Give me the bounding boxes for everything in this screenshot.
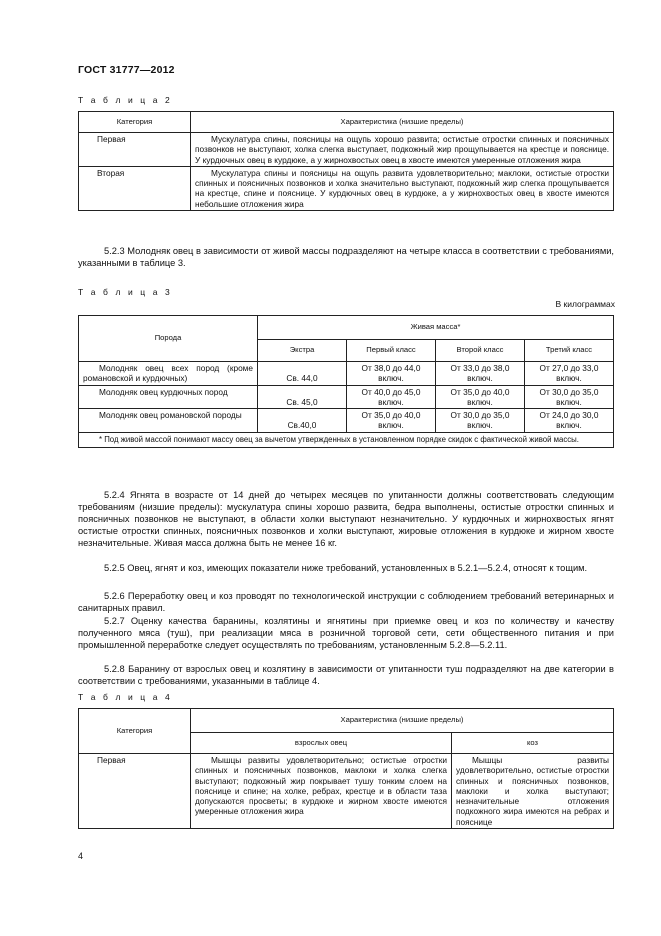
paragraph-5-2-4: 5.2.4 Ягнята в возрасте от 14 дней до четырех месяцев по упитанности должны соответствовать следующим требованиям (низшие пределы): мускулатура спины хорошо развита, бедра выполнены, остистые отростки спинных и поясничных позвонков не выступают, в области холки выступают незначительно. У курдючных и жирнохвостых ягнят остистые отростки спинных, поясничных позвонков и холки выступают, жировые отложения в курдюке и жирном хвосте незначительные. Живая масса должна быть не менее 16 кг. — [78, 490, 614, 548]
table-row — [79, 385, 614, 409]
table-4-header-characteristic: Характеристика (низшие пределы) — [191, 709, 614, 733]
table-4-header-goat: коз — [452, 733, 614, 754]
paragraph-5-2-3: 5.2.3 Молодняк овец в зависимости от живой массы подразделяют на четыре класса в соответствии с требованиями, указанными в таблице 3. — [78, 246, 614, 268]
table-4 — [78, 708, 614, 829]
table-row — [79, 166, 614, 210]
paragraph-5-2-8: 5.2.8 Баранину от взрослых овец и козлятину в зависимости от упитанности туш подразделяют на две категории в соответствии с требованиями, указанными в таблице 4. — [78, 664, 614, 686]
document-code: ГОСТ 31777—2012 — [78, 64, 175, 76]
table-2-characteristic: Мускулатура спины, поясницы на ощупь хорошо развита; остистые отростки спинных и поясничных позвонков не выступают, холка слегка выступает, подкожный жир прощупывается на крестце и пояснице. У курдючных овец в курдюке, а у жирнохвостых овец в хвосте имеются умеренные отложения жира — [191, 133, 614, 167]
table-3-extra: Св. 45,0 — [258, 385, 347, 409]
table-4-goat: Мышцы развиты удовлетворительно, остистые отростки спинных и поясничных позвонков, маклоки и холка выступают; незначительные отложения подкожного жира имеются на ребрах и пояснице — [452, 754, 614, 829]
table-4-header-category: Категория — [79, 709, 191, 754]
table-3-breed: Молодняк овец всех пород (кроме романовской и курдючных) — [79, 362, 258, 386]
table-4-caption: Т а б л и ц а 4 — [78, 692, 173, 702]
table-row — [79, 409, 614, 433]
table-3-caption: Т а б л и ц а 3 — [78, 287, 173, 297]
table-3-header-breed: Порода — [79, 316, 258, 362]
table-2 — [78, 111, 614, 211]
table-3-class3: От 30,0 до 35,0 включ. — [525, 385, 614, 409]
paragraph-5-2-6: 5.2.6 Переработку овец и коз проводят по технологической инструкции с соблюдением требований ветеринарных и санитарных правил. — [78, 591, 614, 613]
table-2-header-characteristic: Характеристика (низшие пределы) — [191, 112, 614, 133]
paragraph-5-2-7: 5.2.7 Оценку качества баранины, козлятины и ягнятины при приемке овец и коз по количеству и качеству полученного мяса (туш), при реализации мяса в розничной торговой сети, сети общественного питания и при промышленной переработке следует осуществлять по требованиям, установленным 5.2.8—5.2.11. — [78, 616, 614, 650]
table-3-class1: От 40,0 до 45,0 включ. — [347, 385, 436, 409]
table-3-header-class3: Третий класс — [525, 340, 614, 362]
table-3-class1: От 38,0 до 44,0 включ. — [347, 362, 436, 386]
table-3-header-mass: Живая масса* — [258, 316, 614, 340]
paragraph-5-2-5: 5.2.5 Овец, ягнят и коз, имеющих показатели ниже требований, установленных в 5.2.1—5.2.4, относят к тощим. — [104, 563, 588, 573]
table-3-units: В килограммах — [555, 299, 615, 309]
table-3-class3: От 24,0 до 30,0 включ. — [525, 409, 614, 433]
table-3-extra: Св.40,0 — [258, 409, 347, 433]
table-4-category: Первая — [79, 754, 191, 829]
table-row — [79, 362, 614, 386]
table-2-characteristic: Мускулатура спины и поясницы на ощупь развита удовлетворительно; маклоки, остистые отростки спинных и поясничных позвонков и холка значительно выступают, подкожный жир слегка прощупывается на крестце, спине и пояснице. У курдючных овец в курдюке, а у жирнохвостых овец в хвосте имеются небольшие отложения жира — [191, 166, 614, 210]
table-3-extra: Св. 44,0 — [258, 362, 347, 386]
table-3-class2: От 35,0 до 40,0 включ. — [436, 385, 525, 409]
table-3-class3: От 27,0 до 33,0 включ. — [525, 362, 614, 386]
table-3-breed: Молодняк овец романовской породы — [79, 409, 258, 433]
table-3-footnote: * Под живой массой понимают массу овец за вычетом утвержденных в установленном порядке скидок с фактической живой массы. — [79, 432, 614, 447]
table-3-class1: От 35,0 до 40,0 включ. — [347, 409, 436, 433]
table-2-category: Вторая — [79, 166, 191, 210]
table-3-class2: От 33,0 до 38,0 включ. — [436, 362, 525, 386]
table-2-caption: Т а б л и ц а 2 — [78, 95, 173, 105]
table-3-header-class2: Второй класс — [436, 340, 525, 362]
table-4-sheep: Мышцы развиты удовлетворительно; остистые отростки спинных и поясничных позвонков, маклоки и холка слегка выступают; подкожный жир покрывает тушу тонким слоем на пояснице и спине; на холке, ребрах, крестце и в области таза допускаются просветы; в курдюке и жирном хвосте имеются умеренные отложения жира — [191, 754, 452, 829]
page-number: 4 — [78, 851, 84, 861]
table-2-category: Первая — [79, 133, 191, 167]
table-row — [79, 754, 614, 829]
table-row — [79, 133, 614, 167]
table-3-class2: От 30,0 до 35,0 включ. — [436, 409, 525, 433]
table-2-header-category: Категория — [79, 112, 191, 133]
table-3 — [78, 315, 614, 448]
table-3-header-extra: Экстра — [258, 340, 347, 362]
table-3-breed: Молодняк овец курдючных пород — [79, 385, 258, 409]
table-4-header-sheep: взрослых овец — [191, 733, 452, 754]
table-3-header-class1: Первый класс — [347, 340, 436, 362]
